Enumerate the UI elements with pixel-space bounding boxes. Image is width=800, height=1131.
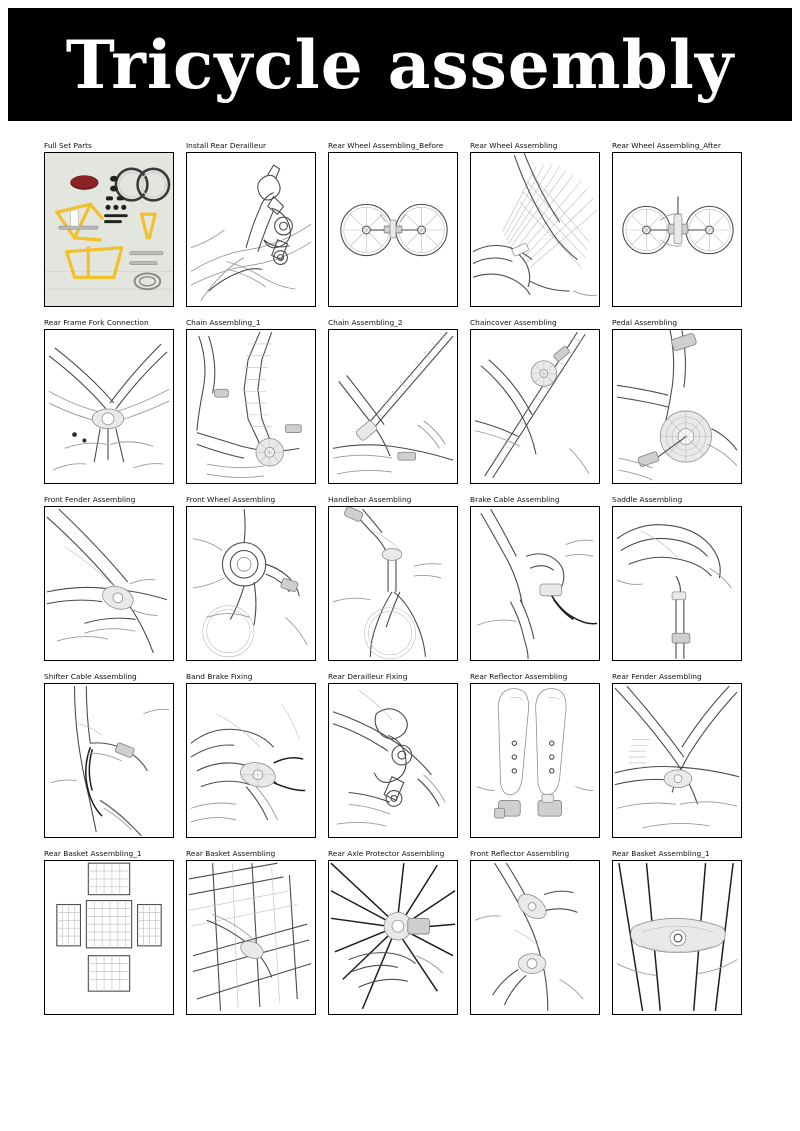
- step-figure-install-rear-derailleur: [186, 152, 316, 307]
- step-caption: Rear Reflector Assembling: [470, 672, 568, 681]
- step-figure-rear-basket-assembling-1: [44, 860, 174, 1015]
- step-caption: Chaincover Assembling: [470, 318, 557, 327]
- step-caption: Install Rear Derailleur: [186, 141, 267, 150]
- step-caption: Rear Wheel Assembling_After: [612, 141, 721, 150]
- step-figure-rear-frame-fork-connection: [44, 329, 174, 484]
- step-figure-rear-basket-assembling-1b: [612, 860, 742, 1015]
- step-figure-rear-reflector-assembling: [470, 683, 600, 838]
- step-cell: [612, 848, 742, 1015]
- step-cell: [612, 494, 742, 661]
- step-caption: Rear Wheel Assembling: [470, 141, 558, 150]
- step-caption: Rear Frame Fork Connection: [44, 318, 149, 327]
- step-cell: [44, 848, 174, 1015]
- step-cell: [44, 317, 174, 484]
- step-figure-rear-derailleur-fixing: [328, 683, 458, 838]
- step-caption: Front Wheel Assembling: [186, 495, 276, 504]
- page-title: Tricycle assembly: [65, 25, 735, 104]
- step-figure-chaincover-assembling: [470, 329, 600, 484]
- step-caption: Full Set Parts: [44, 141, 92, 150]
- step-cell: [470, 848, 600, 1015]
- step-cell: [186, 848, 316, 1015]
- title-banner: [8, 8, 792, 121]
- step-caption: Rear Axle Protector Assembling: [328, 849, 445, 858]
- step-figure-handlebar-assembling: [328, 506, 458, 661]
- step-cell: [612, 317, 742, 484]
- step-caption: Rear Wheel Assembling_Before: [328, 141, 444, 150]
- step-caption: Front Fender Assembling: [44, 495, 136, 504]
- step-cell: [612, 671, 742, 838]
- step-cell: [44, 140, 174, 307]
- step-cell: [186, 671, 316, 838]
- step-cell: [44, 494, 174, 661]
- step-cell: [186, 140, 316, 307]
- step-cell: [470, 671, 600, 838]
- step-caption: Rear Derailleur Fixing: [328, 672, 408, 681]
- step-cell: [44, 671, 174, 838]
- step-caption: Band Brake Fixing: [186, 672, 253, 681]
- step-caption: Rear Basket Assembling: [186, 849, 276, 858]
- step-cell: [328, 671, 458, 838]
- step-cell: [470, 140, 600, 307]
- step-caption: Handlebar Assembling: [328, 495, 412, 504]
- step-figure-rear-wheel-assembling-after: [612, 152, 742, 307]
- step-figure-band-brake-fixing: [186, 683, 316, 838]
- step-figure-rear-wheel-assembling: [470, 152, 600, 307]
- step-figure-rear-axle-protector-assembling: [328, 860, 458, 1015]
- step-figure-chain-assembling-1: [186, 329, 316, 484]
- step-cell: [186, 317, 316, 484]
- step-figure-front-wheel-assembling: [186, 506, 316, 661]
- step-figure-front-reflector-assembling: [470, 860, 600, 1015]
- step-figure-chain-assembling-2: [328, 329, 458, 484]
- step-caption: Brake Cable Assembling: [470, 495, 560, 504]
- step-figure-pedal-assembling: [612, 329, 742, 484]
- step-figure-full-set-parts: [44, 152, 174, 307]
- step-figure-front-fender-assembling: [44, 506, 174, 661]
- step-cell: [328, 317, 458, 484]
- step-cell: [470, 494, 600, 661]
- step-caption: Saddle Assembling: [612, 495, 683, 504]
- step-caption: Chain Assembling_1: [186, 318, 261, 327]
- step-figure-brake-cable-assembling: [470, 506, 600, 661]
- step-figure-rear-fender-assembling: [612, 683, 742, 838]
- step-figure-shifter-cable-assembling: [44, 683, 174, 838]
- step-caption: Rear Basket Assembling_1: [612, 849, 710, 858]
- step-caption: Rear Fender Assembling: [612, 672, 702, 681]
- step-cell: [470, 317, 600, 484]
- assembly-steps-grid: [44, 140, 756, 1015]
- step-caption: Rear Basket Assembling_1: [44, 849, 142, 858]
- step-caption: Front Reflector Assembling: [470, 849, 570, 858]
- step-figure-saddle-assembling: [612, 506, 742, 661]
- step-caption: Pedal Assembling: [612, 318, 678, 327]
- step-figure-rear-basket-assembling: [186, 860, 316, 1015]
- step-caption: Chain Assembling_2: [328, 318, 403, 327]
- step-cell: [328, 140, 458, 307]
- step-cell: [612, 140, 742, 307]
- step-cell: [328, 848, 458, 1015]
- step-cell: [328, 494, 458, 661]
- step-caption: Shifter Cable Assembling: [44, 672, 137, 681]
- step-figure-rear-wheel-assembling-before: [328, 152, 458, 307]
- step-cell: [186, 494, 316, 661]
